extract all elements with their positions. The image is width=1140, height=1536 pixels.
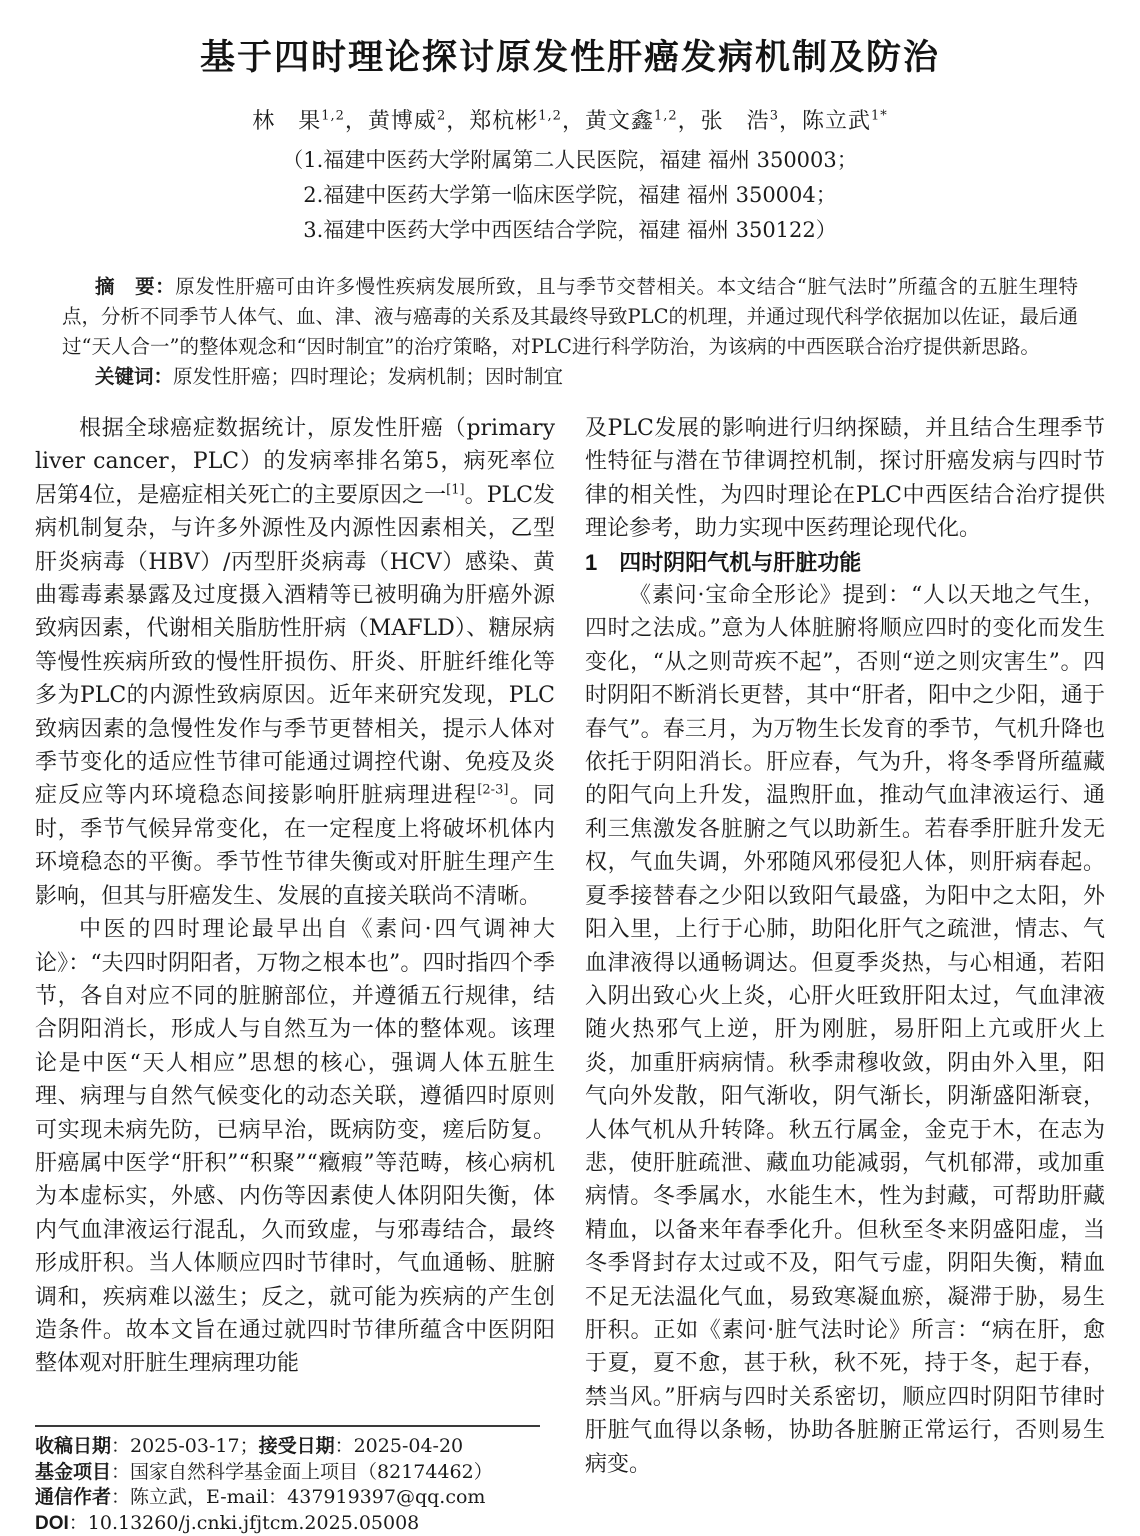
paragraph-text: 根据全球癌症数据统计，原发性肝癌（primary liver cancer，PLC）的发病率排名第5，病死率位居第4位，是癌症相关死亡的主要原因之一: [35, 416, 555, 508]
affiliation-line: 3.福建中医药大学中西医结合学院，福建 福州 350122）: [303, 218, 837, 242]
paper-title: 基于四时理论探讨原发性肝癌发病机制及防治: [199, 38, 940, 77]
abstract-paragraph: [62, 272, 1078, 362]
body-columns: [0, 412, 1140, 1536]
footnote-text: ：2025-03-17；: [111, 1435, 259, 1457]
left-column-text: [35, 412, 555, 1381]
author-superscript: 1*: [871, 108, 888, 124]
author-separator: ，: [677, 109, 701, 134]
abstract-block: [62, 272, 1078, 392]
footnote-text: ：10.13260/j.cnki.jfjtcm.2025.05008: [68, 1511, 420, 1534]
footnote-label: 收稿日期: [35, 1436, 112, 1457]
author-name: 张 浩: [700, 109, 770, 134]
footnote-label: DOI: [35, 1512, 69, 1534]
citation-superscript: [1]: [446, 482, 465, 498]
footnote-line: [35, 1434, 555, 1460]
left-column: [35, 412, 555, 1536]
author-separator: ，: [344, 109, 368, 134]
affiliation-line: 2.福建中医药大学第一临床医学院，福建 福州 350004；: [303, 183, 837, 207]
footnote-text: ：2025-04-20: [334, 1435, 464, 1457]
citation-superscript: [2-3]: [477, 783, 509, 799]
author-name: 林 果: [252, 109, 322, 134]
footnote-block: [35, 1425, 555, 1536]
paragraph-text: 中医的四时理论最早出自《素问·四气调神大论》：“夫四时阴阳者，万物之根本也”。四时指四个季节，各自对应不同的脏腑部位，并遵循五行规律，结合阴阳消长，形成人与自然互为一体的整体观。该理论是中医“天人相应”思想的核心，强调人体五脏生理、病理与自然气候变化的动态关联，遵循四时原则可实现未病先防，已病早治，既病防变，瘥后防复。肝癌属中医学“肝积”“积聚”“癥瘕”等范畴，核心病机为本虚标实，外感、内伤等因素使人体阴阳失衡，体内气血津液运行混乱，久而致虚，与邪毒结合，最终形成肝积。当人体顺应四时节律时，气血通畅、脏腑调和，疾病难以滋生；反之，就可能为疾病的产生创造条件。故本文旨在通过就四时节律所蕴含中医阴阳整体观对肝脏生理病理功能: [35, 917, 555, 1377]
author-name: 黄文鑫: [584, 109, 654, 134]
paragraph-text: 。同时，季节气候异常变化，在一定程度上将破坏机体内环境稳态的平衡。季节性节律失衡或对肝脏生理产生影响，但其与肝癌发生、发展的直接关联尚不清晰。: [35, 783, 555, 909]
author-name: 陈立武: [801, 109, 871, 134]
footnote-line: [35, 1511, 555, 1536]
abstract-label: 摘 要：: [95, 276, 176, 298]
affiliation-line: （1.福建中医药大学附属第二人民医院，福建 福州 350003；: [282, 148, 858, 172]
paragraph-text: 及PLC发展的影响进行归纳探赜，并且结合生理季节性特征与潜在节律调控机制，探讨肝癌发病与四时节律的相关性，为四时理论在PLC中西医结合治疗提供理论参考，助力实现中医药理论现代化。: [585, 416, 1105, 542]
paragraph-text: 《素问·宝命全形论》提到：“人以天地之气生，四时之法成。”意为人体脏腑将顺应四时的变化而发生变化，“从之则苛疾不起”，否则“逆之则灾害生”。四时阴阳不断消长更替，其中“肝者，阳中之少阳，通于春气”。春三月，为万物生长发育的季节，气机升降也依托于阴阳消长。肝应春，气为升，将冬季肾所蕴藏的阳气向上升发，温煦肝血，推动气血津液运行、通利三焦激发各脏腑之气以助新生。若春季肝脏升发无权，气血失调，外邪随风邪侵犯人体，则肝病春起。夏季接替春之少阳以致阳气最盛，为阳中之太阳，外阳入里，上行于心肺，助阳化肝气之疏泄，情志、气血津液得以通畅调达。但夏季炎热，与心相通，若阳入阴出致心火上炎，心肝火旺致肝阳太过，气血津液随火热邪气上逆，肝为刚脏，易肝阳上亢或肝火上炎，加重肝病病情。秋季肃穆收敛，阴由外入里，阳气向外发散，阳气渐收，阴气渐长，阴渐盛阳渐衰，人体气机从升转降。秋五行属金，金克于木，在志为悲，使肝脏疏泄、藏血功能减弱，气机郁滞，或加重病情。冬季属水，水能生木，性为封藏，可帮助肝藏精血，以备来年春季化升。但秋至冬来阴盛阳虚，当冬季肾封存太过或不及，阳气亏虚，阴阳失衡，精血不足无法温化气血，易致寒凝血瘀，凝滞于胁，易生肝积。正如《素问·脏气法时论》所言：“病在肝，愈于夏，夏不愈，甚于秋，秋不死，持于冬，起于春，禁当风。”肝病与四时关系密切，顺应四时阴阳节律时肝脏气血得以条畅，协助各脏腑正常运行，否则易生病变。: [585, 583, 1105, 1477]
footnote-label: 接受日期: [258, 1436, 335, 1457]
author-line: [0, 104, 1140, 135]
footnote-label: 基金项目: [35, 1461, 112, 1483]
author-superscript: 2: [436, 108, 447, 124]
affiliations-block: [0, 143, 1140, 248]
author-separator: ，: [561, 109, 585, 134]
keywords-paragraph: [62, 362, 1078, 392]
abstract-text: 原发性肝癌可由许多慢性疾病发展所致，且与季节交替相关。本文结合“脏气法时”所蕴含的五脏生理特点，分析不同季节人体气、血、津、液与癌毒的关系及其最终导致PLC的机理，并通过现代科学依据加以佐证，最后通过“天人合一”的整体观念和“因时制宜”的治疗策略，对PLC进行科学防治，为该病的中西医联合治疗提供新思路。: [62, 275, 1078, 358]
footnote-line: [35, 1485, 555, 1511]
keywords-text: 原发性肝癌；四时理论；发病机制；因时制宜: [173, 365, 564, 388]
author-separator: ，: [446, 109, 470, 134]
author-superscript: 1,2: [321, 108, 345, 124]
author-superscript: 1,2: [653, 108, 678, 124]
body-paragraph: [35, 913, 555, 1381]
author-separator: ，: [778, 109, 802, 134]
body-paragraph: [35, 412, 555, 913]
paragraph-text: 。PLC发病机制复杂，与许多外源性及内源性因素相关，乙型肝炎病毒（HBV）/丙型肝炎病毒（HCV）感染、黄曲霉毒素暴露及过度摄入酒精等已被明确为肝癌外源致病因素，代谢相关脂肪性肝病（MAFLD）、糖尿病等慢性疾病所致的慢性肝损伤、肝炎、肝脏纤维化等多为PLC的内源性致病原因。近年来研究发现，PLC致病因素的急慢性发作与季节更替相关，提示人体对季节变化的适应性节律可能通过调控代谢、免疫及炎症反应等内环境稳态间接影响肝脏病理进程: [35, 482, 556, 809]
footnote-lines: [35, 1434, 555, 1536]
right-column-text: [585, 412, 1105, 1481]
footnote-text: ：国家自然科学基金面上项目（82174462）: [111, 1460, 493, 1483]
right-column: [585, 412, 1105, 1536]
author-superscript: 1,2: [538, 108, 562, 124]
author-name: 黄博威: [367, 109, 437, 134]
footnote-line: [35, 1460, 555, 1486]
body-paragraph: [585, 412, 1105, 546]
section-heading: 1 四时阴阳气机与肝脏功能: [585, 549, 862, 575]
author-superscript: 3: [769, 108, 779, 124]
body-paragraph: [585, 579, 1105, 1481]
author-name: 郑杭彬: [469, 109, 539, 134]
keywords-label: 关键词：: [95, 366, 174, 388]
footnote-divider: [35, 1425, 540, 1427]
footnote-text: ：陈立武，E-mail：437919397@qq.com: [111, 1486, 486, 1508]
footnote-label: 通信作者: [35, 1487, 112, 1508]
